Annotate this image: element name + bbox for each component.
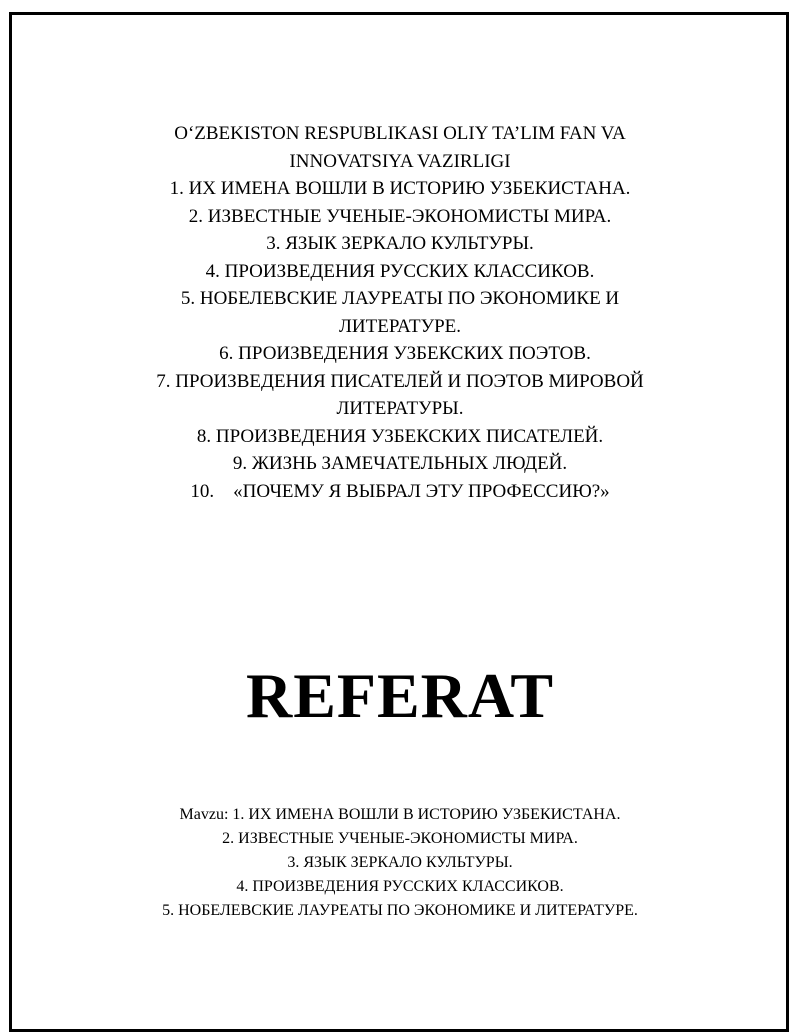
list-item: 6. ПРОИЗВЕДЕНИЯ УЗБЕКСКИХ ПОЭТОВ. (219, 343, 591, 364)
list-item-continuation: ЛИТЕРАТУРЫ. (336, 398, 464, 419)
list-item-continuation: ЛИТЕРАТУРЕ. (339, 315, 461, 337)
list-item: 9. ЖИЗНЬ ЗАМЕЧАТЕЛЬНЫХ ЛЮДЕЙ. (232, 453, 568, 474)
header-block (0, 120, 800, 505)
topic-line: 3. ЯЗЫК ЗЕРКАЛО КУЛЬТУРЫ. (287, 854, 513, 871)
list-item: 10. «ПОЧЕМУ Я ВЫБРАЛ ЭТУ ПРОФЕССИЮ?» (190, 480, 610, 502)
list-item: 4. ПРОИЗВЕДЕНИЯ РУССКИХ КЛАССИКОВ. (205, 260, 595, 282)
list-item: 1. ИХ ИМЕНА ВОШЛИ В ИСТОРИЮ УЗБЕКИСТАНА. (169, 178, 631, 199)
list-item: 8. ПРОИЗВЕДЕНИЯ УЗБЕКСКИХ ПИСАТЕЛЕЙ. (196, 425, 604, 447)
topic-line: 5. НОБЕЛЕВСКИЕ ЛАУРЕАТЫ ПО ЭКОНОМИКЕ И ЛИТЕРАТУРЕ. (162, 902, 638, 919)
document-title: REFERAT (245, 660, 555, 731)
topic-line: 4. ПРОИЗВЕДЕНИЯ РУССКИХ КЛАССИКОВ. (236, 878, 564, 895)
topic-block (0, 803, 800, 923)
list-item: 7. ПРОИЗВЕДЕНИЯ ПИСАТЕЛЕЙ И ПОЭТОВ МИРОВОЙ (156, 370, 644, 392)
topic-line: Mavzu: 1. ИХ ИМЕНА ВОШЛИ В ИСТОРИЮ УЗБЕКИСТАНА. (179, 806, 621, 823)
list-item: 5. НОБЕЛЕВСКИЕ ЛАУРЕАТЫ ПО ЭКОНОМИКЕ И (180, 288, 620, 309)
ministry-line-2: INNOVATSIYA VAZIRLIGI (289, 150, 511, 172)
topic-line: 2. ИЗВЕСТНЫЕ УЧЕНЫЕ-ЭКОНОМИСТЫ МИРА. (222, 830, 578, 847)
list-item: 2. ИЗВЕСТНЫЕ УЧЕНЫЕ-ЭКОНОМИСТЫ МИРА. (188, 205, 612, 227)
ministry-line-1: O‘ZBEKISTON RESPUBLIKASI OLIY TA’LIM FAN VA (174, 123, 626, 144)
list-item: 3. ЯЗЫК ЗЕРКАЛО КУЛЬТУРЫ. (266, 233, 534, 254)
